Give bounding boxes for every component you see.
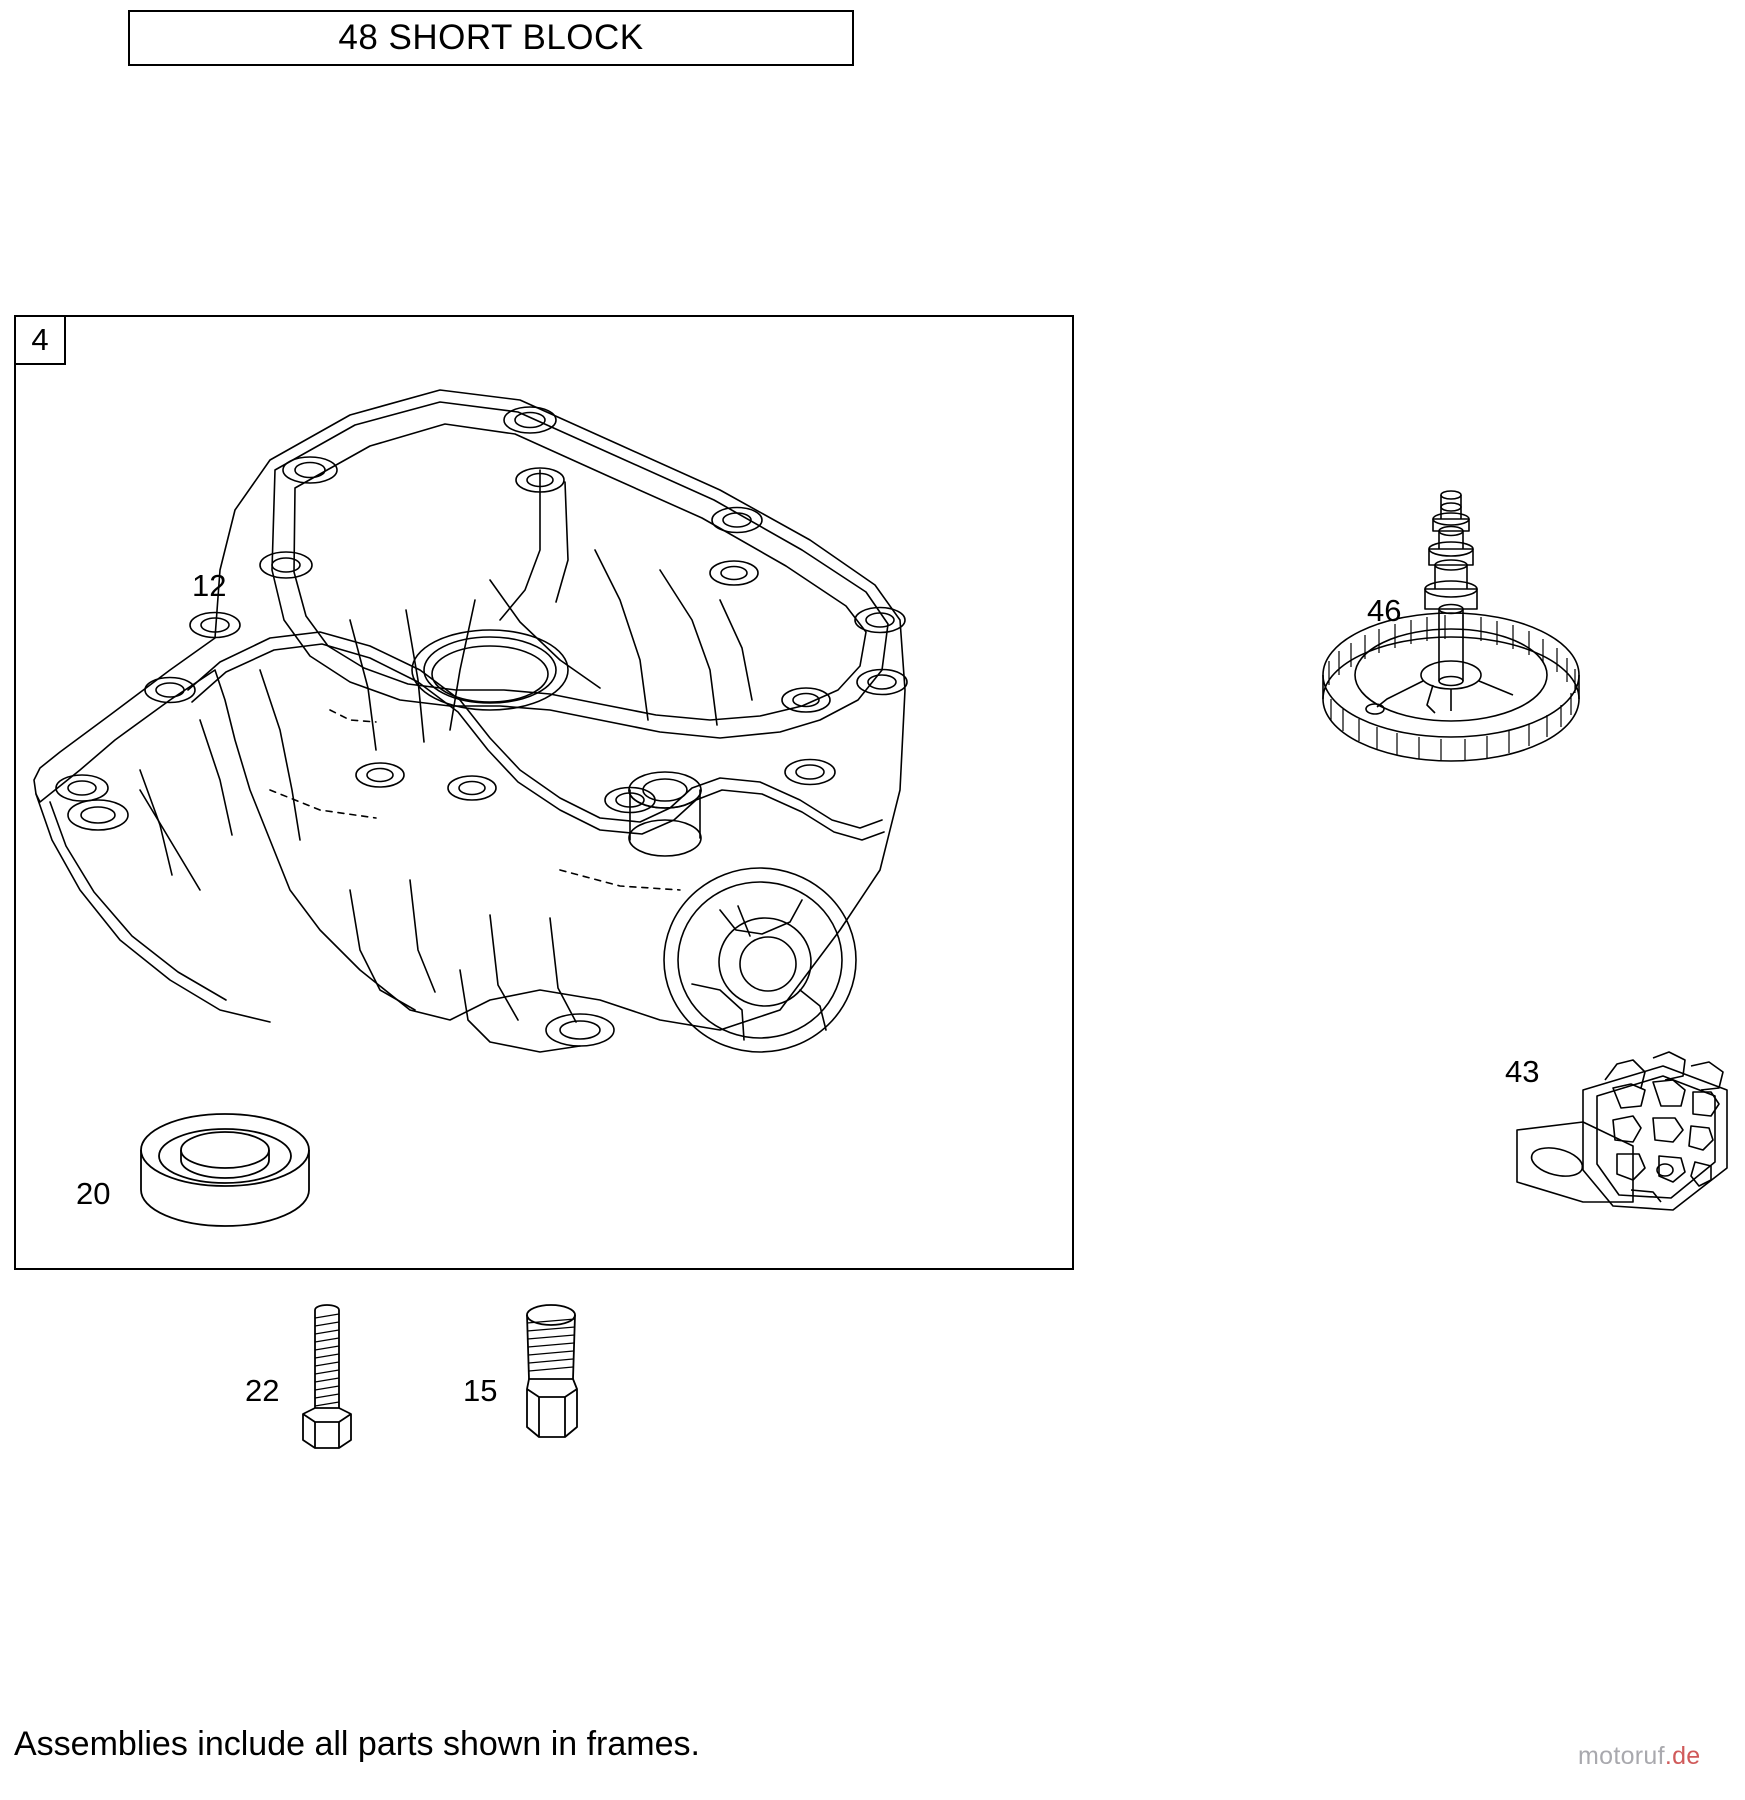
governor-gear-drawing: [1315, 485, 1605, 795]
callout-12: 12: [192, 568, 227, 603]
footer-note: Assemblies include all parts shown in frames.: [14, 1725, 700, 1763]
hex-bolt-drawing: [297, 1300, 357, 1460]
oil-seal-ring-drawing: [135, 1108, 315, 1238]
watermark-tld: .de: [1664, 1742, 1701, 1770]
callout-15: 15: [463, 1373, 498, 1408]
oil-drain-plug-drawing: [517, 1293, 587, 1458]
governor-bracket-drawing: [1513, 1050, 1738, 1245]
watermark: [1578, 1742, 1701, 1771]
frame-number: 4: [31, 322, 49, 357]
callout-43: 43: [1505, 1054, 1540, 1089]
callout-22: 22: [245, 1373, 280, 1408]
callout-46: 46: [1367, 593, 1402, 628]
crankcase-sump-drawing: [20, 370, 1050, 1170]
watermark-brand: motoruf: [1578, 1742, 1665, 1770]
page-title: 48 SHORT BLOCK: [338, 18, 644, 57]
callout-20: 20: [76, 1176, 111, 1211]
